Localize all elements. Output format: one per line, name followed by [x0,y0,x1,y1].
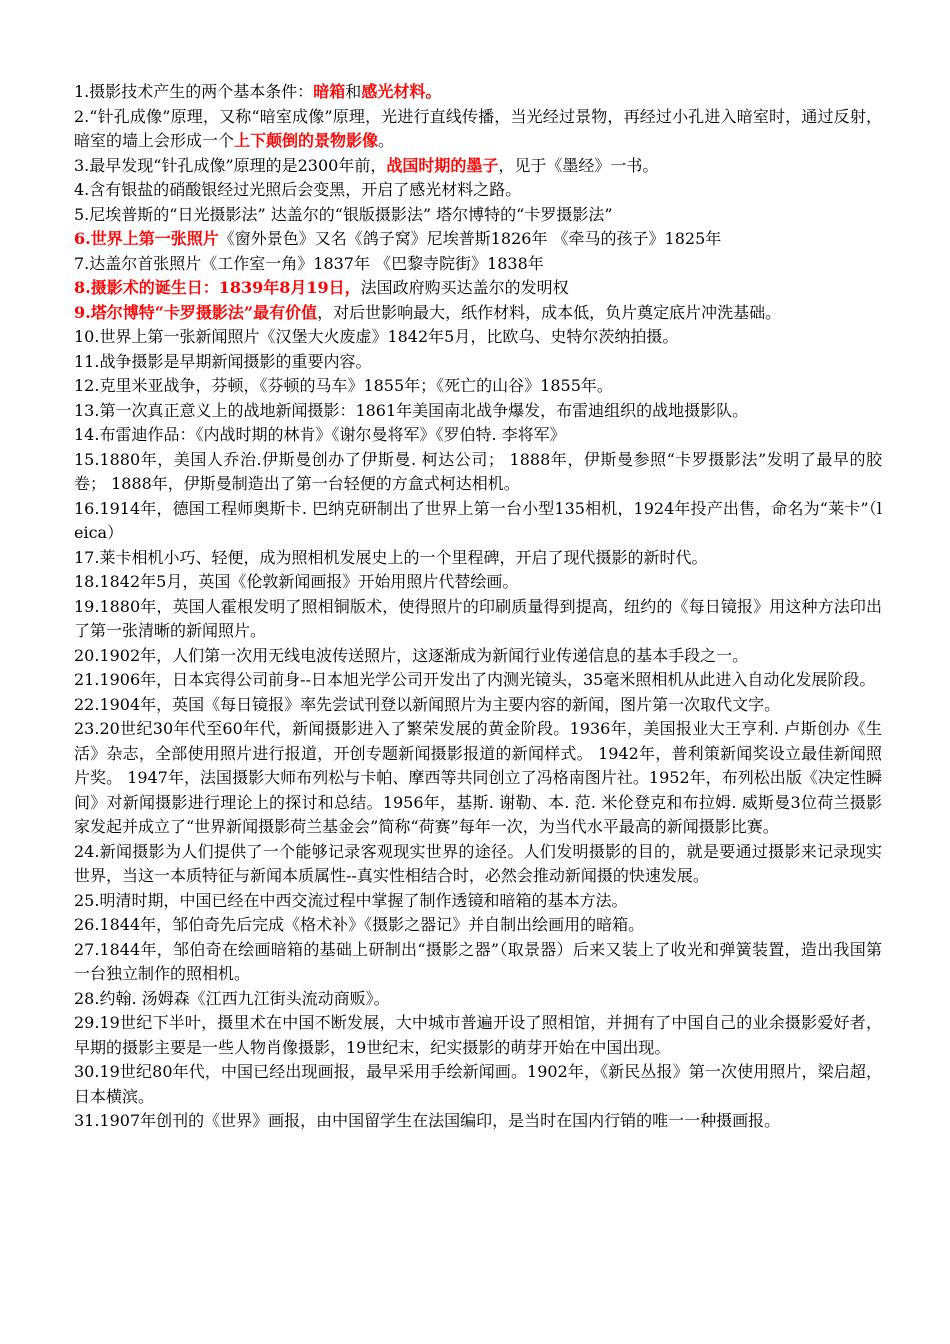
list-item [74,1109,882,1134]
list-item [74,227,882,252]
list-item [74,399,882,424]
list-item [74,448,882,497]
item-text: 31.1907年创刊的《世界》画报，由中国留学生在法国编印，是当时在国内行销的唯一一种摄画报。 [74,1111,781,1130]
list-item [74,913,882,938]
item-text: 和 [345,82,362,101]
item-text: 11.战争摄影是早期新闻摄影的重要内容。 [74,351,372,371]
item-text: 15.1880年，美国人乔治.伊斯曼创办了伊斯曼. 柯达公司； 1888年，伊斯曼参照“卡罗摄影法”发明了最早的胶卷； 1888年，伊斯曼制造出了第一台轻便的方盒式柯达相机。 [74,449,882,493]
item-text: 21.1906年，日本宾得公司前身--日本旭光学公司开发出了内测光镜头，35毫米照相机从此进入自动化发展阶段。 [74,670,876,689]
item-text: 23.20世纪30年代至60年代，新闻摄影进入了繁荣发展的黄金阶段。1936年，美国报业大王亨利. 卢斯创办《生活》杂志，全部使用照片进行报道，开创专题新闻摄影报道的新闻样式。 1942年，普利策新闻奖设立最佳新闻照片奖。 1947年，法国摄影大师布列松与卡帕、摩西等共同创立了冯格南图片社。1952年，布列松出版《决定性瞬间》对新闻摄影进行理论上的探讨和总结。1956年，基斯. 谢勒、本. 范. 米伦登克和布拉姆. 威斯曼3位荷兰摄影家发起并成立了“世界新闻摄影荷兰基金会”简称“荷赛”每年一次，为当代水平最高的新闻摄影比赛。 [74,719,882,836]
list-item [74,350,882,375]
item-text: 14.布雷迪作品：《内战时期的林肯》《谢尔曼将军》《罗伯特. 李将军》 [74,425,566,444]
item-text: 27.1844年，邹伯奇在绘画暗箱的基础上研制出“摄影之器”（取景器）后来又装上了收光和弹簧装置，造出我国第一台独立制作的照相机。 [74,939,882,983]
list-item [74,325,882,350]
list-item [74,1060,882,1109]
item-text: 4.含有银盐的硝酸银经过光照后会变黑，开启了感光材料之路。 [74,180,522,199]
list-item [74,203,882,228]
list-item [74,987,882,1012]
highlighted-text: 6. [74,229,91,248]
item-text: ，对后世影响最大，纸作材料，成本低，负片奠定底片冲洗基础。 [317,302,782,322]
item-text: 《窗外景色》又名《鸽子窝》尼埃普斯1826年 《牵马的孩子》1825年 [218,229,722,248]
highlighted-text: 8. [74,278,91,297]
item-text: 28.约翰. 汤姆森《江西九江街头流动商贩》。 [74,988,390,1008]
list-item [74,717,882,840]
list-item [74,668,882,693]
highlighted-text: 塔尔博特“卡罗摄影法”最有价值 [90,302,318,322]
highlighted-text: 暗箱 [313,82,346,101]
item-text: 17.莱卡相机小巧、轻便，成为照相机发展史上的一个里程碑，开启了现代摄影的新时代。 [74,547,708,567]
item-text: 22.1904年，英国《每日镜报》率先尝试刊登以新闻照片为主要内容的新闻，图片第一次取代文字。 [74,694,781,714]
item-text: 。 [378,131,395,150]
list-item [74,840,882,889]
highlighted-text: 摄影术的诞生日：1839年8月19日， [90,278,361,297]
item-text: 25.明清时期，中国已经在中西交流过程中掌握了制作透镜和暗箱的基本方法。 [74,890,628,910]
list-item [74,595,882,644]
item-text: 26.1844年，邹伯奇先后完成《格术补》《摄影之器记》并自制出绘画用的暗箱。 [74,915,645,934]
list-item [74,301,882,326]
list-item [74,546,882,571]
item-text: 16.1914年，德国工程师奥斯卡. 巴纳克研制出了世界上第一台小型135相机，1924年投产出售，命名为“莱卡”（leica） [74,498,882,542]
item-text: 29.19世纪下半叶，摄里术在中国不断发展，大中城市普遍开设了照相馆，并拥有了中国自己的业余摄影爱好者，早期的摄影主要是一些人物肖像摄影，19世纪末，纪实摄影的萌芽开始在中国出现。 [74,1013,882,1057]
highlighted-text: 战国时期的墨子 [386,155,499,175]
item-text: 12.克里米亚战争，芬顿，《芬顿的马车》1855年；《死亡的山谷》1855年。 [74,376,613,395]
item-text: 5.尼埃普斯的“日光摄影法” 达盖尔的“银版摄影法” 塔尔博特的“卡罗摄影法” [74,204,613,224]
list-item [74,570,882,595]
item-text: 24.新闻摄影为人们提供了一个能够记录客观现实世界的途径。人们发明摄影的目的，就是要通过摄影来记录现实世界，当这一本质特征与新闻本质属性--真实性相结合时，必然会推动新闻摄的快速发展。 [74,841,882,885]
item-text: ，见于《墨经》一书。 [498,155,659,175]
list-item [74,889,882,914]
list-item [74,105,882,154]
list-item [74,252,882,277]
item-text: 20.1902年，人们第一次用无线电波传送照片，这逐渐成为新闻行业传递信息的基本手段之一。 [74,645,749,665]
note-list [74,80,882,1134]
item-text: 3.最早发现“针孔成像”原理的是2300年前， [74,155,387,175]
list-item [74,497,882,546]
highlighted-text: 感光材料。 [361,82,442,101]
item-text: 2.“针孔成像”原理，又称“暗室成像”原理，光进行直线传播，当光经过景物，再经过小孔进入暗室时，通过反射，暗室的墙上会形成一个 [74,106,882,150]
item-text: 13.第一次真正意义上的战地新闻摄影：1861年美国南北战争爆发，布雷迪组织的战地摄影队。 [74,400,749,420]
item-text: 19.1880年，英国人霍根发明了照相铜版术，使得照片的印刷质量得到提高，纽约的《每日镜报》用这种方法印出了第一张清晰的新闻照片。 [74,596,882,640]
highlighted-text: 世界上第一张照片 [90,229,219,248]
highlighted-text: 9. [74,302,91,322]
list-item [74,374,882,399]
list-item [74,178,882,203]
list-item [74,938,882,987]
list-item [74,80,882,105]
list-item [74,693,882,718]
item-text: 法国政府购买达盖尔的发明权 [360,278,569,297]
list-item [74,644,882,669]
list-item [74,276,882,301]
highlighted-text: 上下颠倒的景物影像 [234,131,379,150]
item-text: 18.1842年5月，英国《伦敦新闻画报》开始用照片代替绘画。 [74,572,519,591]
item-text: 30.19世纪80年代，中国已经出现画报，最早采用手绘新闻画。1902年，《新民丛报》第一次使用照片，梁启超，日本横滨。 [74,1062,882,1106]
item-text: 10.世界上第一张新闻照片《汉堡大火废虚》1842年5月，比欧乌、史特尔茨纳拍摄。 [74,327,679,346]
list-item [74,154,882,179]
item-text: 7.达盖尔首张照片《工作室一角》1837年 《巴黎寺院街》1838年 [74,253,544,273]
list-item [74,423,882,448]
list-item [74,1011,882,1060]
item-text: 1.摄影技术产生的两个基本条件： [74,82,314,101]
